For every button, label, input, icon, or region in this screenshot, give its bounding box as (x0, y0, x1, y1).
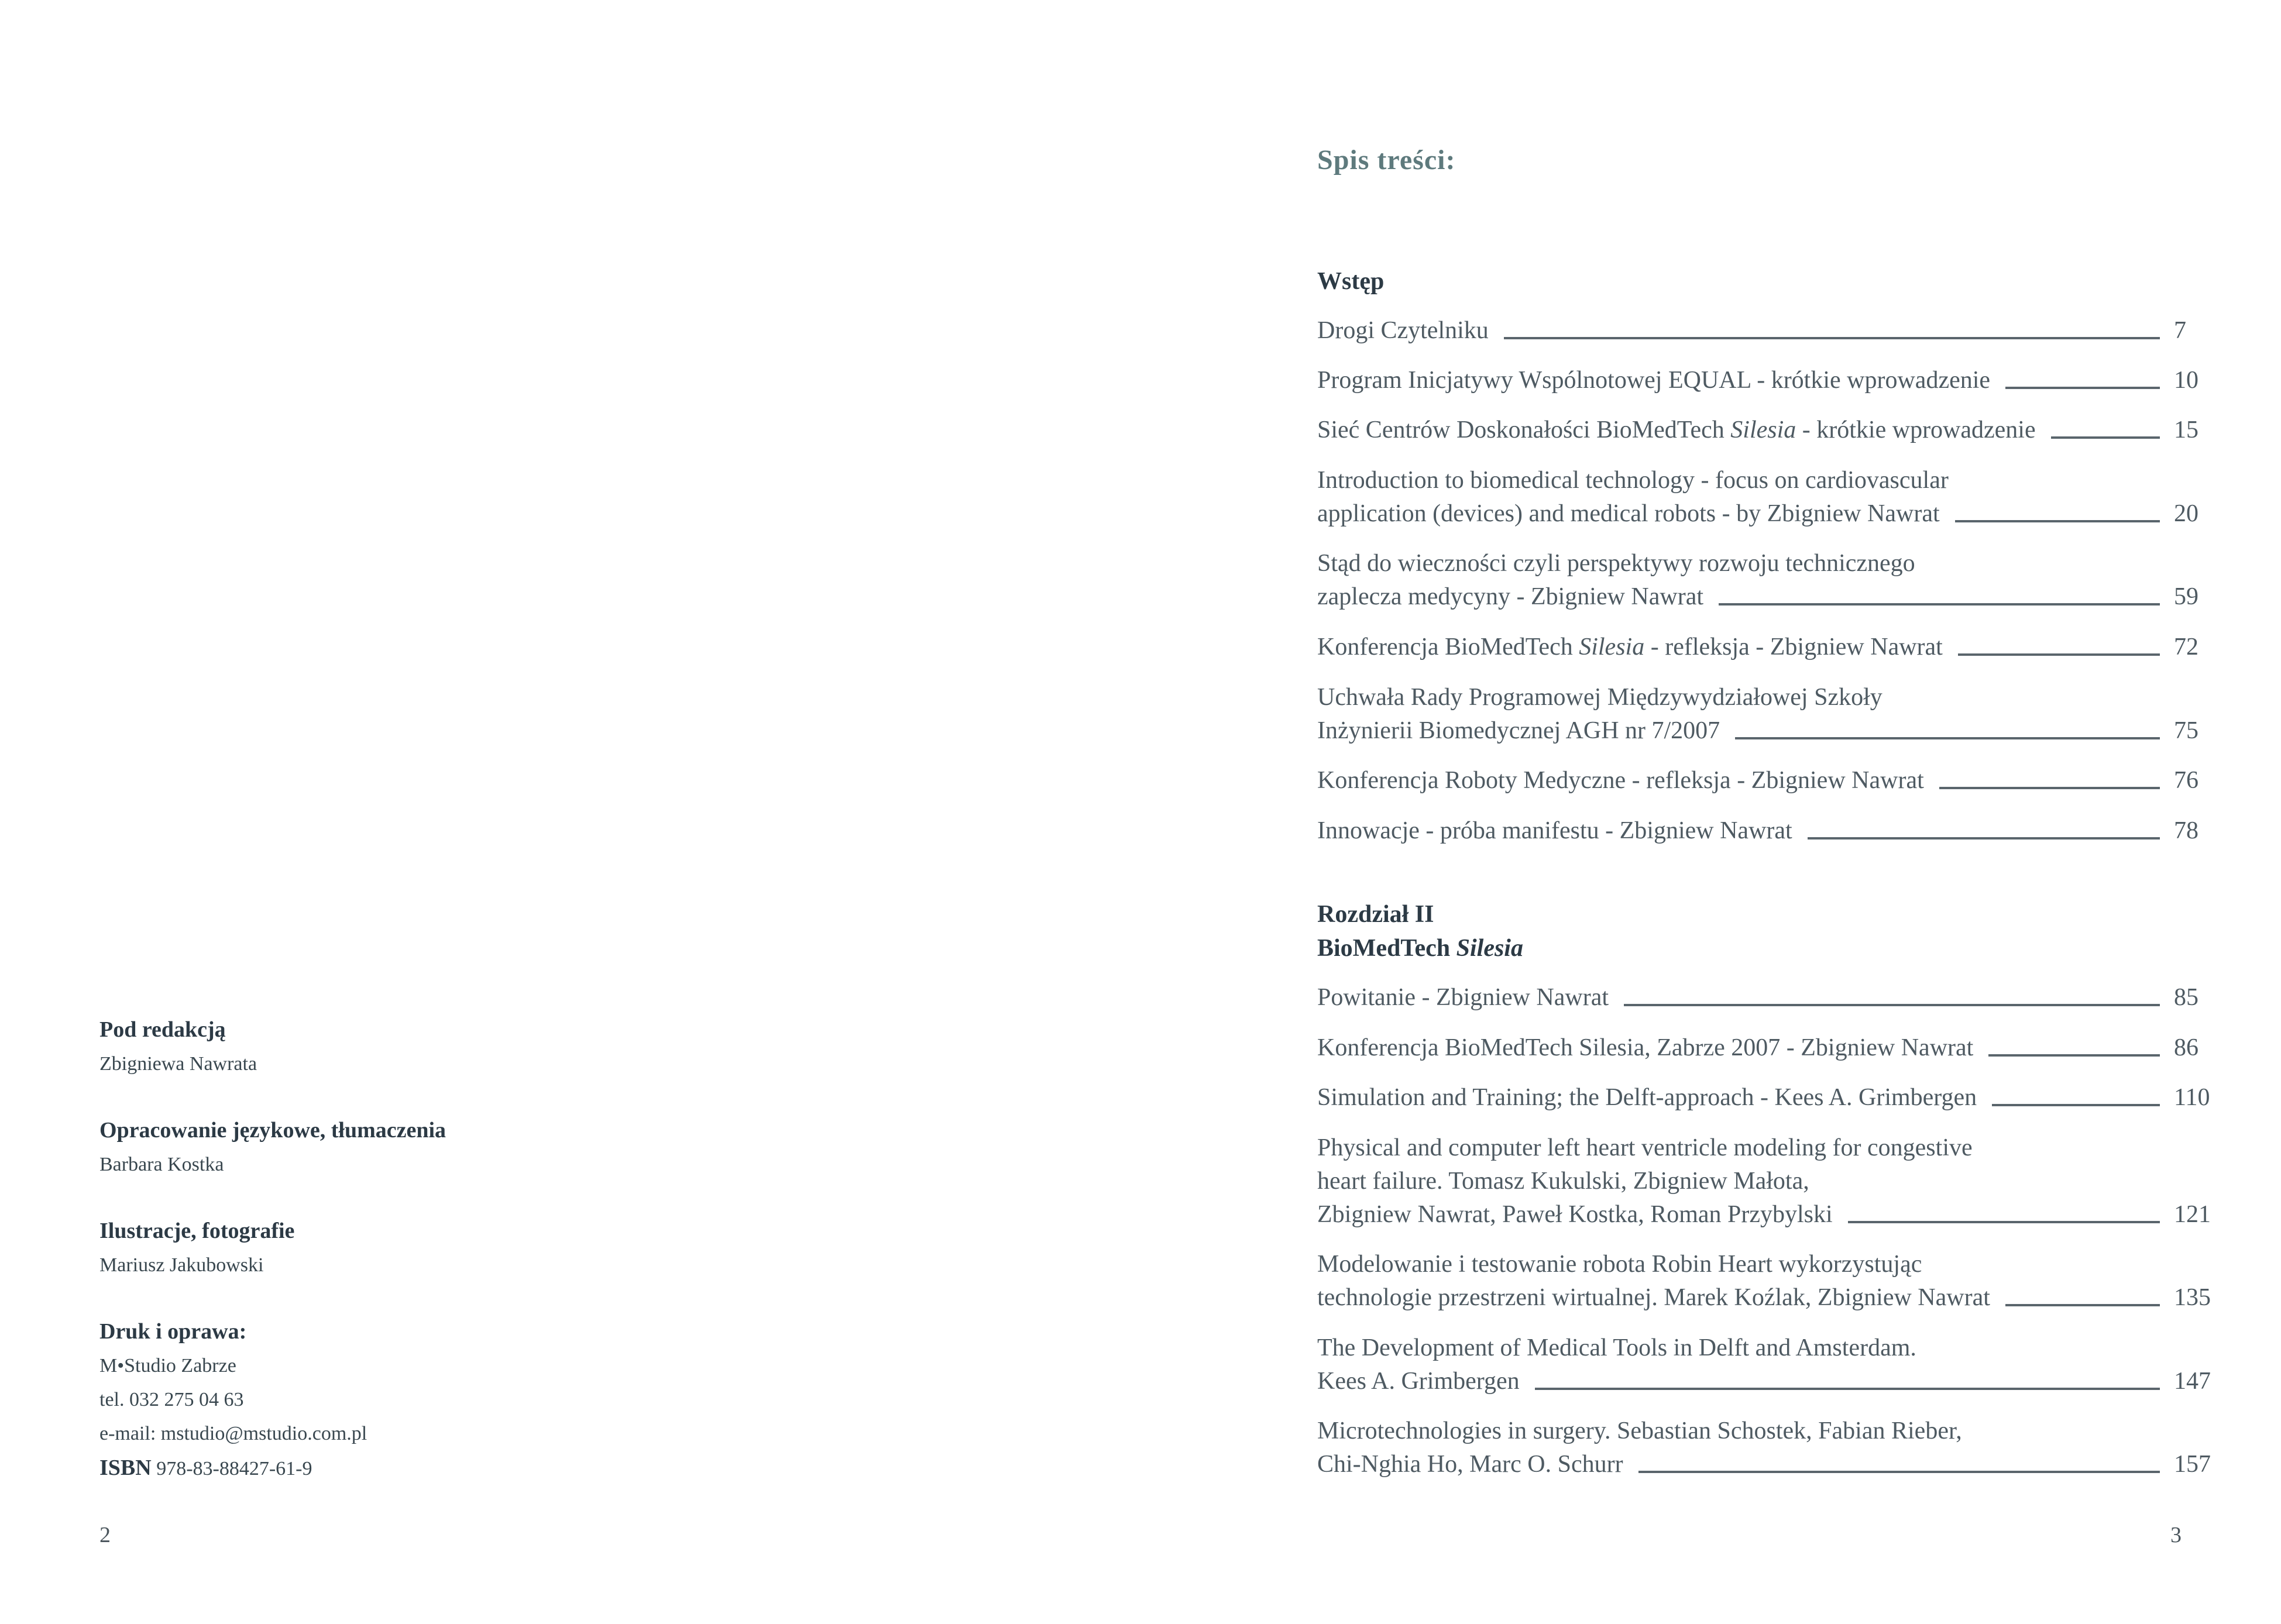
toc-entry[interactable] (1317, 814, 2230, 848)
page-number-right: 3 (2170, 1523, 2182, 1547)
colophon (99, 1012, 685, 1518)
toc-entry-title (1317, 631, 1943, 664)
toc-entry[interactable] (1317, 414, 2230, 447)
section-heading-italic: Silesia (1456, 935, 1523, 962)
toc-entry-page: 157 (2174, 1451, 2211, 1478)
dot-leader (2005, 387, 2160, 389)
toc-entry-title-line: Microtechnologies in surgery. Sebastian Schostek, Fabian Rieber, (1317, 1417, 1962, 1444)
toc-entry-title-line: application (devices) and medical robots - by Zbigniew Nawrat (1317, 500, 1940, 527)
dot-leader (1719, 603, 2160, 605)
print-label: Druk i oprawa: (99, 1319, 247, 1344)
toc-entry-page: 59 (2174, 583, 2198, 610)
toc-entry-title: Konferencja Roboty Medyczne - refleksja - Zbigniew Nawrat (1317, 767, 1924, 794)
toc-entry[interactable] (1317, 764, 2230, 797)
illustrations-block (99, 1213, 685, 1282)
toc-entry-page: 75 (2174, 717, 2198, 744)
toc-entry-title-line: technologie przestrzeni wirtualnej. Marek Koźlak, Zbigniew Nawrat (1317, 1284, 1990, 1311)
toc-entry-page: 76 (2174, 767, 2198, 794)
dot-leader (1808, 837, 2160, 839)
left-page (0, 0, 1140, 1624)
toc-entry[interactable] (1317, 1415, 2230, 1481)
toc-entry-title (1317, 414, 2036, 447)
toc-entry-page: 10 (2174, 367, 2198, 394)
language-label: Opracowanie językowe, tłumaczenia (99, 1118, 446, 1143)
dot-leader (1939, 787, 2160, 789)
toc-entry-page: 121 (2174, 1201, 2211, 1228)
toc-entry[interactable] (1317, 1031, 2230, 1065)
section-heading-line: Rozdział II (1317, 901, 1434, 928)
language-name: Barbara Kostka (99, 1154, 224, 1175)
toc-title: Spis treści: (1317, 144, 1456, 176)
isbn-label: ISBN (99, 1456, 152, 1480)
dot-leader (1535, 1388, 2160, 1390)
dot-leader (2005, 1304, 2160, 1306)
toc-entry-title-line: Kees A. Grimbergen (1317, 1368, 1520, 1395)
toc-entry-page: 20 (2174, 500, 2198, 527)
toc-entry[interactable] (1317, 547, 2230, 614)
toc-entry-title-line: zaplecza medycyny - Zbigniew Nawrat (1317, 583, 1704, 610)
dot-leader (1504, 337, 2160, 339)
toc-entry[interactable] (1317, 681, 2230, 748)
section-heading-wstep: Wstęp (1317, 268, 1385, 295)
toc-entry-title: Drogi Czytelniku (1317, 317, 1489, 344)
toc-entry-title-line: heart failure. Tomasz Kukulski, Zbigniew Małota, (1317, 1168, 1809, 1195)
print-company: M•Studio Zabrze (99, 1355, 236, 1377)
isbn-number: 978-83-88427-61-9 (156, 1458, 312, 1480)
toc-entry-page: 72 (2174, 634, 2198, 660)
dot-leader (1988, 1054, 2160, 1057)
toc-entry-title-line: Uchwała Rady Programowej Międzywydziałowej Szkoły (1317, 684, 1882, 711)
toc-entry-title-line: Physical and computer left heart ventricle modeling for congestive (1317, 1134, 1973, 1161)
section-heading-part: BioMedTech (1317, 935, 1456, 962)
toc-entry-title-line: Stąd do wieczności czyli perspektywy rozwoju technicznego (1317, 550, 1915, 577)
toc-entry-title-line: Inżynierii Biomedycznej AGH nr 7/2007 (1317, 717, 1720, 744)
toc-entry-title-italic: Silesia (1730, 417, 1796, 443)
toc-entry[interactable] (1317, 1081, 2230, 1114)
dot-leader (1735, 737, 2160, 739)
toc-entry-page: 78 (2174, 817, 2198, 844)
toc-entry-page: 7 (2174, 317, 2186, 344)
dot-leader (1955, 520, 2160, 522)
language-block (99, 1113, 685, 1182)
toc-entry-title-part: Sieć Centrów Doskonałości BioMedTech (1317, 417, 1731, 443)
toc-entry[interactable] (1317, 981, 2230, 1014)
toc-entry-page: 110 (2174, 1084, 2210, 1111)
toc-entry-title-line: Modelowanie i testowanie robota Robin Heart wykorzystując (1317, 1251, 1922, 1278)
toc-entry[interactable] (1317, 364, 2230, 397)
editor-name: Zbigniewa Nawrata (99, 1053, 257, 1075)
toc-entry-title-part: - refleksja - Zbigniew Nawrat (1644, 634, 1943, 660)
toc-entry-title-part: Konferencja BioMedTech (1317, 634, 1579, 660)
toc-entry-title: Innowacje - próba manifestu - Zbigniew Nawrat (1317, 817, 1792, 844)
toc-entry-title-line: Introduction to biomedical technology - focus on cardiovascular (1317, 467, 1949, 494)
right-page (1140, 0, 2281, 1624)
toc-entry-title: Program Inicjatywy Wspólnotowej EQUAL - krótkie wprowadzenie (1317, 367, 1991, 394)
toc-entry-title-italic: Silesia (1579, 634, 1645, 660)
isbn-line (99, 1451, 685, 1486)
section-heading-line (1317, 931, 1523, 965)
toc-entry[interactable] (1317, 631, 2230, 664)
toc-entry-page: 15 (2174, 417, 2198, 443)
print-phone: tel. 032 275 04 63 (99, 1389, 244, 1410)
editor-label: Pod redakcją (99, 1017, 226, 1042)
toc-entry[interactable] (1317, 1331, 2230, 1398)
toc-entry-title-line: Zbigniew Nawrat, Paweł Kostka, Roman Przybylski (1317, 1201, 1833, 1228)
page-number-left: 2 (99, 1523, 111, 1547)
toc-entry-title-part: - krótkie wprowadzenie (1796, 417, 2036, 443)
toc-entry-page: 85 (2174, 984, 2198, 1011)
dot-leader (1624, 1004, 2160, 1006)
toc-entry[interactable] (1317, 1131, 2230, 1231)
dot-leader (1992, 1104, 2160, 1106)
print-block (99, 1314, 685, 1486)
toc-entry-title: Konferencja BioMedTech Silesia, Zabrze 2007 - Zbigniew Nawrat (1317, 1034, 1974, 1061)
print-email: e-mail: mstudio@mstudio.com.pl (99, 1423, 367, 1444)
section-heading-rozdzial-ii (1317, 897, 1523, 965)
toc-entry-page: 147 (2174, 1368, 2211, 1395)
toc-entry-title-line: The Development of Medical Tools in Delft and Amsterdam. (1317, 1334, 1916, 1361)
toc-entry[interactable] (1317, 314, 2230, 347)
editor-block (99, 1012, 685, 1081)
illustrations-name: Mariusz Jakubowski (99, 1254, 264, 1276)
dot-leader (1848, 1221, 2160, 1223)
dot-leader (2051, 436, 2160, 439)
toc-entry[interactable] (1317, 464, 2230, 531)
dot-leader (1958, 653, 2160, 656)
toc-entry-page: 135 (2174, 1284, 2211, 1311)
toc-entry-title-line: Chi-Nghia Ho, Marc O. Schurr (1317, 1451, 1623, 1478)
toc-entry-title: Powitanie - Zbigniew Nawrat (1317, 984, 1609, 1011)
illustrations-label: Ilustracje, fotografie (99, 1219, 295, 1243)
toc-entry-title: Simulation and Training; the Delft-approach - Kees A. Grimbergen (1317, 1084, 1977, 1111)
dot-leader (1638, 1471, 2160, 1473)
toc-entry[interactable] (1317, 1248, 2230, 1315)
toc-entry-page: 86 (2174, 1034, 2198, 1061)
